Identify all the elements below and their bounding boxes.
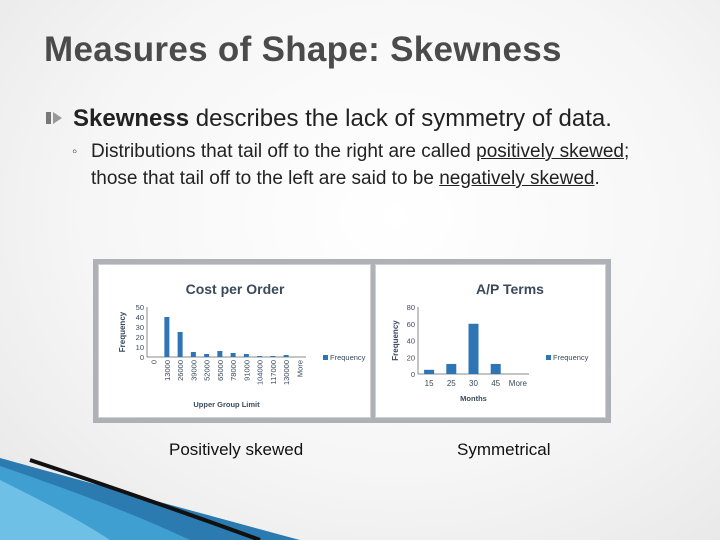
x-tick-label: 30 [469, 379, 478, 388]
bar [491, 364, 501, 374]
x-tick-label: 104000 [255, 360, 265, 386]
y-tick-label: 40 [135, 313, 144, 322]
x-tick-label: 52000 [202, 360, 212, 381]
bar [446, 364, 456, 374]
bar [231, 353, 236, 357]
chart-cost-per-order [98, 264, 371, 418]
bullet2-mid: ; those that tail off to the left are said to be [91, 141, 630, 189]
x-tick-label: 13000 [162, 360, 172, 381]
bullet1-text: describes the lack of symmetry of data. [189, 105, 612, 132]
decorative-swoosh [0, 450, 300, 540]
x-tick-label: 39000 [189, 360, 199, 381]
bar [270, 356, 275, 357]
bar [257, 356, 262, 357]
x-axis-label: Upper Group Limit [193, 400, 260, 409]
bar [244, 354, 249, 357]
sub-bullet-circle-icon: ◦ [72, 143, 78, 160]
y-tick-label: 0 [139, 353, 144, 362]
bullet2-pre: Distributions that tail off to the right are called [91, 141, 477, 162]
y-tick-label: 50 [135, 303, 144, 312]
bar [164, 317, 169, 357]
legend [323, 353, 366, 362]
caption-positively-skewed: Positively skewed [169, 440, 304, 459]
legend [546, 353, 589, 362]
chart-title: Cost per Order [185, 281, 285, 297]
caption-symmetrical: Symmetrical [457, 440, 551, 459]
legend-swatch [323, 355, 328, 360]
legend-label: Frequency [330, 353, 366, 362]
cost-per-order-svg [99, 265, 372, 419]
chart-ap-terms [375, 264, 606, 418]
bar [191, 352, 196, 357]
charts-image-frame [93, 259, 611, 423]
x-tick-label: 91000 [242, 360, 252, 381]
term-negatively-skewed: negatively skewed [439, 168, 595, 189]
term-positively-skewed: positively skewed [476, 141, 624, 162]
ap-terms-svg [376, 265, 607, 419]
term-skewness: Skewness [73, 105, 190, 132]
y-tick-label: 80 [406, 303, 415, 312]
x-tick-label: 15 [424, 379, 434, 388]
bullet-arrow-icon [46, 112, 62, 124]
chart-title: A/P Terms [476, 281, 544, 297]
x-tick-label: 65000 [215, 360, 225, 381]
bar [204, 354, 209, 357]
x-axis-label: Months [460, 394, 487, 403]
y-tick-label: 0 [410, 370, 415, 379]
x-tick-label: More [508, 379, 528, 388]
x-tick-label: 0 [149, 360, 159, 365]
bar [217, 351, 222, 357]
y-tick-label: 20 [135, 333, 144, 342]
legend-swatch [546, 355, 551, 360]
y-tick-label: 20 [406, 353, 415, 363]
y-tick-label: 40 [406, 336, 415, 346]
x-tick-label: 26000 [176, 360, 186, 381]
x-tick-label: More [295, 360, 305, 378]
bar [469, 324, 479, 374]
slide-title: Measures of Shape: Skewness [44, 30, 562, 69]
x-tick-label: 45 [491, 379, 501, 388]
bar [178, 332, 183, 357]
bullet2-post: . [594, 168, 600, 189]
x-tick-label: 25 [446, 379, 456, 388]
y-axis-label: Frequency [391, 320, 400, 361]
y-axis-label: Frequency [118, 311, 127, 353]
y-tick-label: 60 [406, 319, 415, 329]
y-tick-label: 10 [135, 343, 144, 352]
bar [424, 370, 434, 374]
y-tick-label: 30 [135, 323, 144, 332]
x-tick-label: 78000 [229, 360, 239, 381]
bar [284, 355, 289, 357]
legend-label: Frequency [553, 353, 589, 362]
x-tick-label: 117000 [268, 360, 278, 385]
x-tick-label: 130000 [282, 360, 292, 386]
